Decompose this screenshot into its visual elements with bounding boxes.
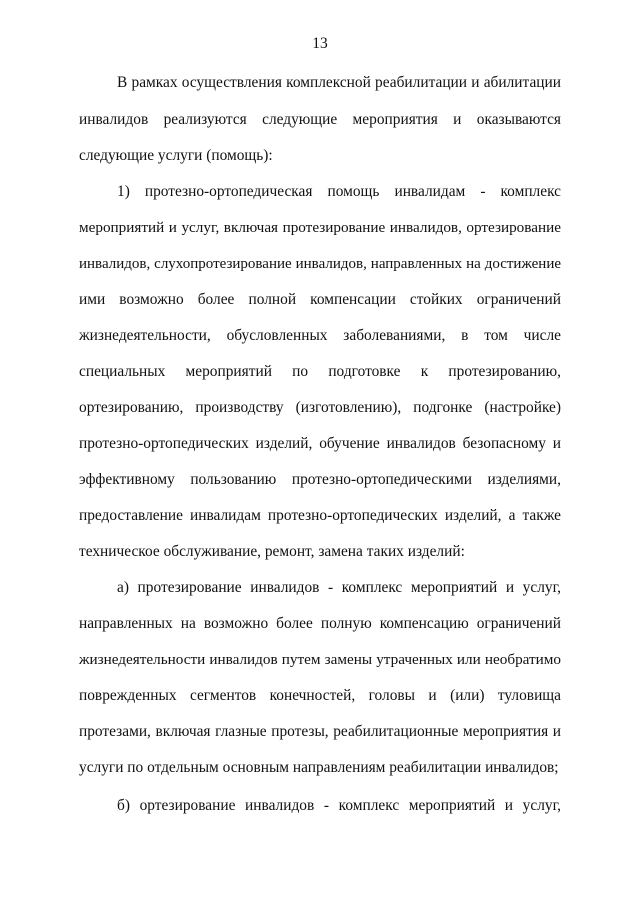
- text-line: следующие услуги (помощь):: [79, 147, 273, 164]
- text-line: инвалидов реализуются следующие мероприятия и оказываются: [79, 111, 561, 128]
- text-line: ортезированию, производству (изготовлению), подгонке (настройке): [79, 399, 561, 416]
- text-line: инвалидов, слухопротезирование инвалидов, направленных на достижение: [79, 256, 561, 272]
- text-line: протезами, включая глазные протезы, реабилитационные мероприятия и: [79, 723, 561, 740]
- text-line: направленных на возможно более полную компенсацию ограничений: [79, 615, 561, 632]
- text-line: эффективному пользованию протезно-ортопедическими изделиями,: [79, 471, 561, 488]
- text-line: ими возможно более полной компенсации стойких ограничений: [79, 291, 561, 308]
- text-line: протезно-ортопедических изделий, обучение инвалидов безопасному и: [79, 435, 561, 452]
- text-line: техническое обслуживание, ремонт, замена таких изделий:: [79, 543, 465, 560]
- text-line: услуги по отдельным основным направлениям реабилитации инвалидов;: [79, 759, 559, 776]
- text-line: жизнедеятельности инвалидов путем замены утраченных или необратимо: [79, 651, 561, 668]
- text-line: предоставление инвалидам протезно-ортопедических изделий, а также: [79, 507, 561, 524]
- text-line: жизнедеятельности, обусловленных заболеваниями, в том числе: [79, 327, 561, 344]
- text-line: поврежденных сегментов конечностей, головы и (или) туловища: [79, 687, 561, 704]
- text-line: 1) протезно-ортопедическая помощь инвалидам - комплекс: [117, 183, 561, 200]
- text-line: мероприятий и услуг, включая протезирование инвалидов, ортезирование: [79, 219, 561, 236]
- text-line: б) ортезирование инвалидов - комплекс мероприятий и услуг,: [117, 797, 561, 814]
- text-line: В рамках осуществления комплексной реабилитации и абилитации: [117, 74, 561, 91]
- text-line: а) протезирование инвалидов - комплекс мероприятий и услуг,: [117, 579, 561, 596]
- text-line: специальных мероприятий по подготовке к протезированию,: [79, 363, 561, 380]
- page-number: 13: [312, 35, 328, 52]
